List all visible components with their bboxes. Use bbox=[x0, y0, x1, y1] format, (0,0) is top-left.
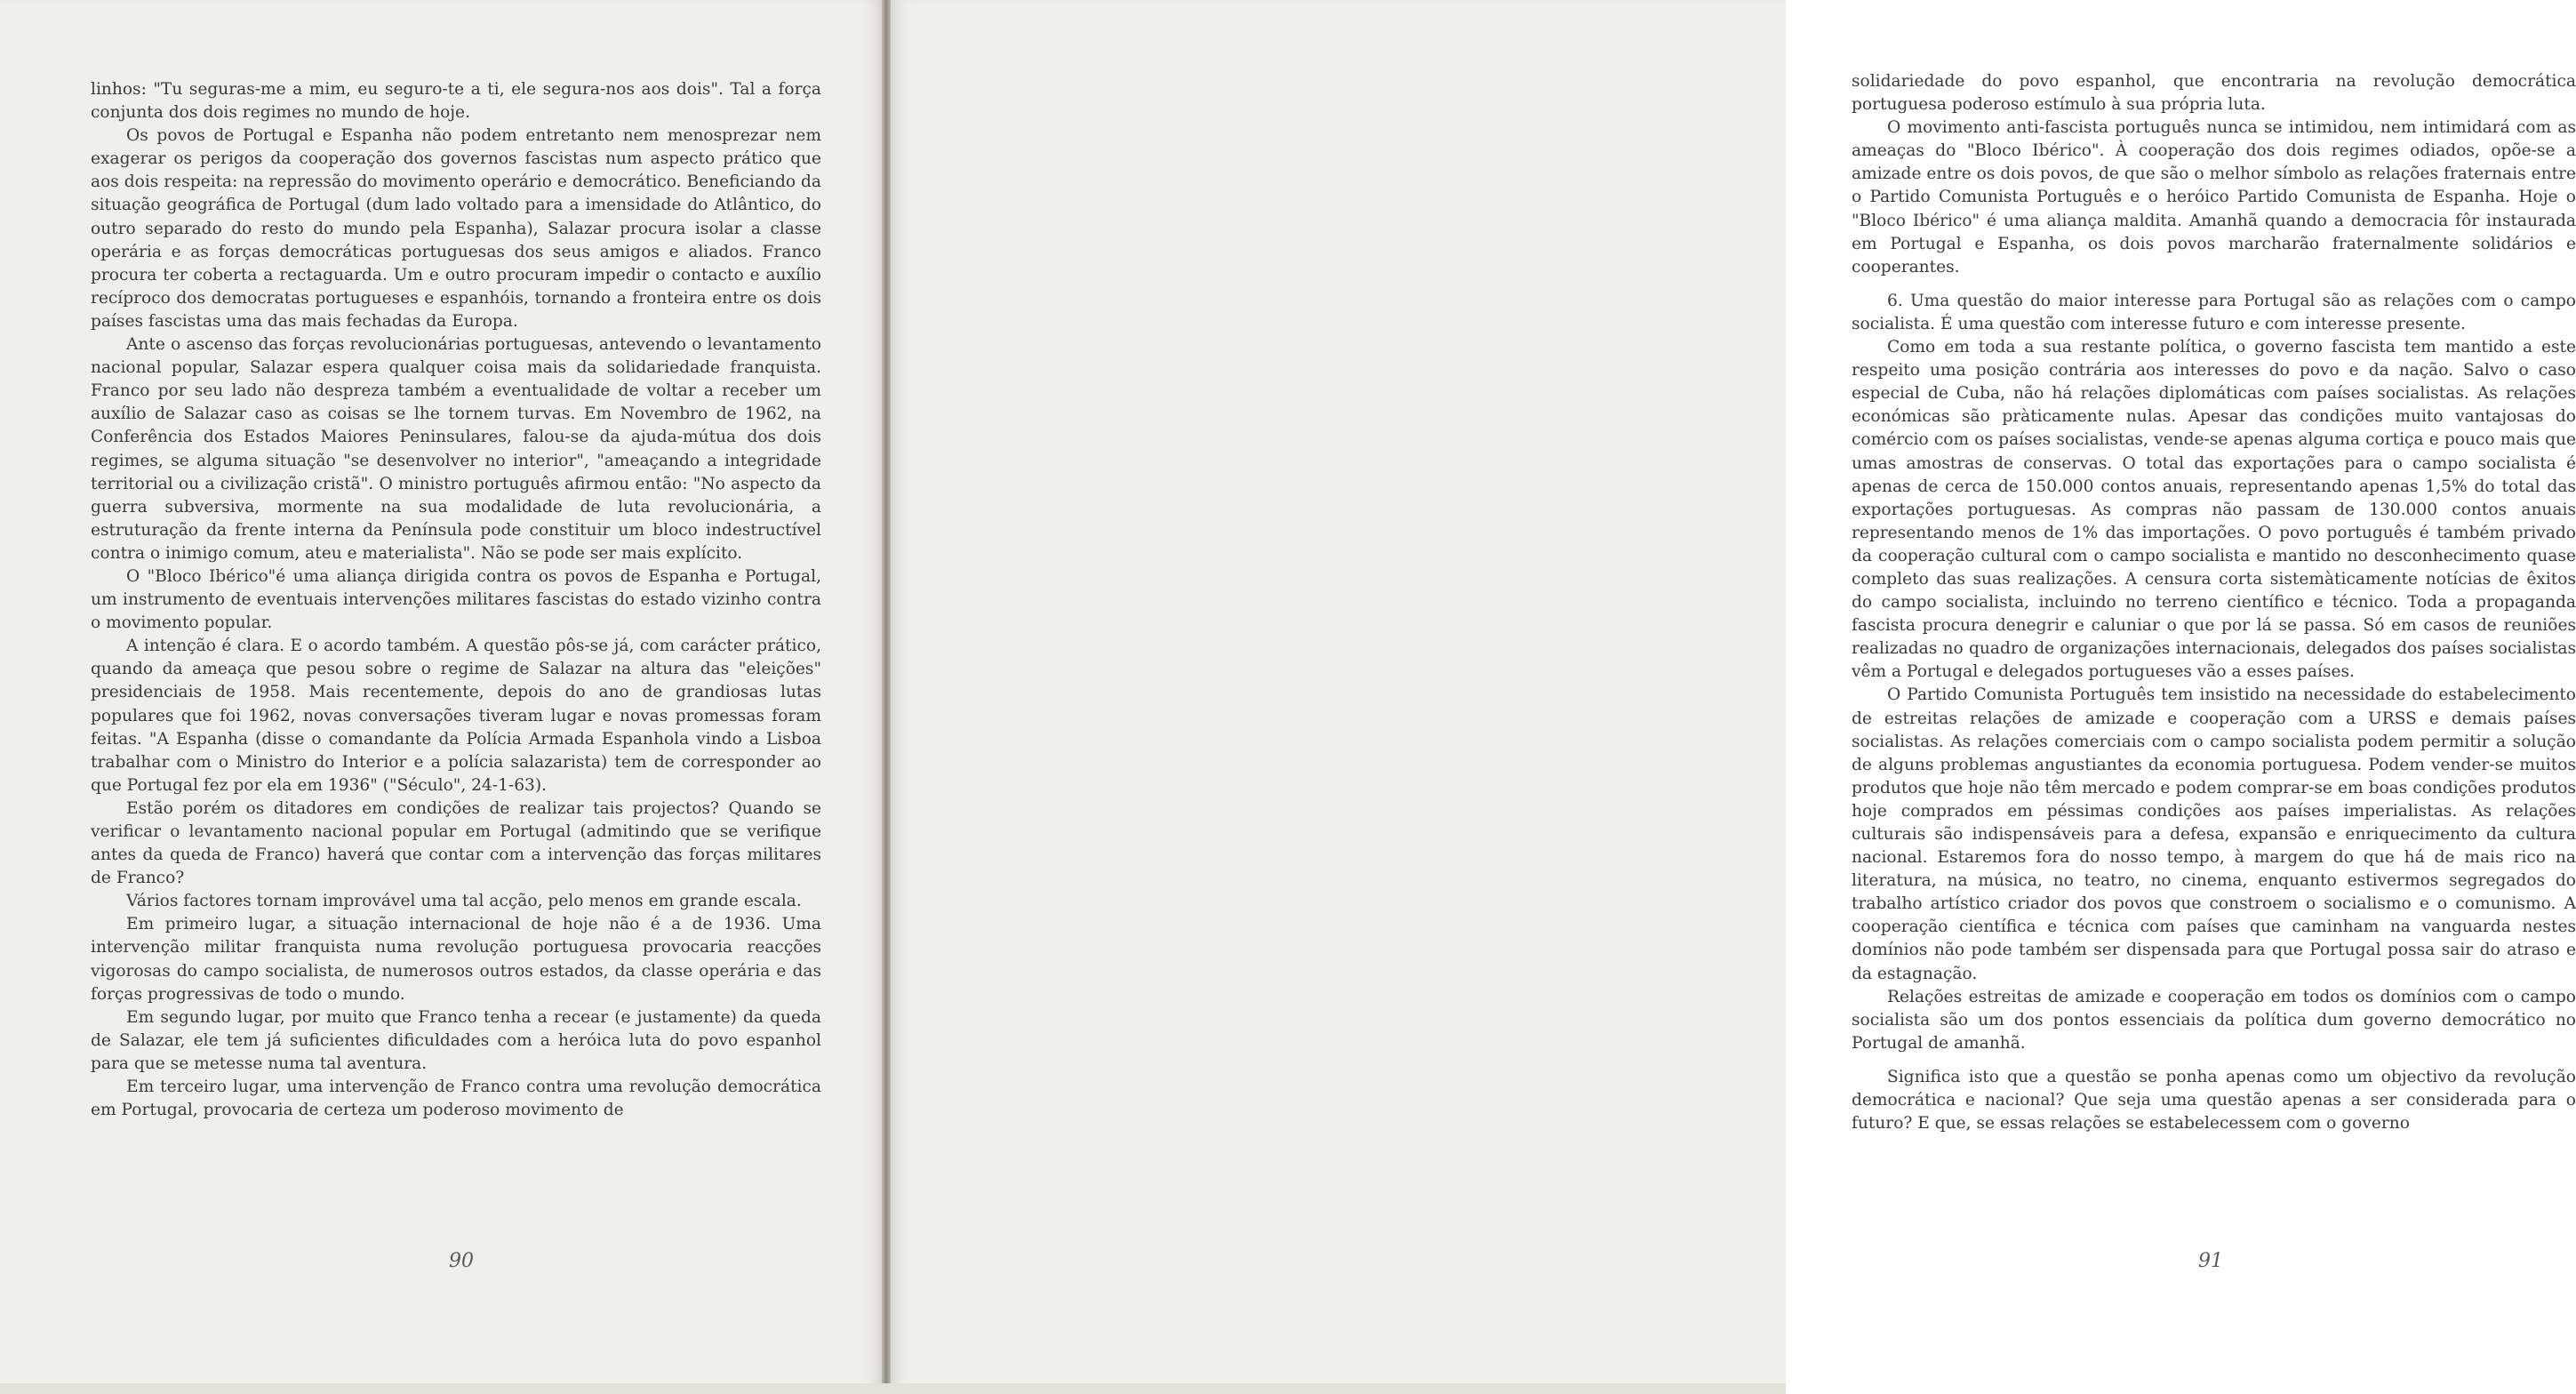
left-paragraph-9: Em segundo lugar, por muito que Franco tenha a recear (e justamente) da queda de Salazar, ele tem já suficientes dificuldades com a heróica luta do povo espanhol para que se metesse numa tal aventura. bbox=[91, 1007, 821, 1073]
left-paragraph-10: Em terceiro lugar, uma intervenção de Franco contra uma revolução democrática em Portugal, provocaria de certeza um poderoso movimento de bbox=[91, 1078, 821, 1120]
left-paragraph-3: Ante o ascenso das forças revolucionárias portuguesas, antevendo o levantamento nacional popular, Salazar espera qualquer coisa mais da solidariedade franquista. Franco por seu lado não despreza também a eventualidade de voltar a receber um auxílio de Salazar caso as coisas se lhe tornem turvas. Em Novembro de 1962, na Conferência dos Estados Maiores Peninsulares, falou-se da ajuda-mútua dos dois regimes, se alguma situação "se desenvolver no interior", "ameaçando a integridade territorial ou a civilização cristã". O ministro português afirmou então: "No aspecto da guerra subversiva, mormente na sua modalidade de luta revolucionária, a estruturação da frente interna da Península pode constituir um bloco indestructível contra o inimigo comum, ateu e materialista". Não se pode ser mais explícito. bbox=[91, 335, 821, 563]
left-paragraph-7: Vários factores tornam improvável uma tal acção, pelo menos em grande escala. bbox=[126, 892, 802, 911]
right-paragraph-4: Como em toda a sua restante política, o governo fascista tem mantido a este respeito uma posição contrária aos interesses do povo e da nação. Salvo o caso especial de Cuba, não há relações diplomáticas com países socialistas. As relações económicas são pràticamente nulas. Apesar das condições muito vantajosas do comércio com os países socialistas, vende-se apenas alguma cortiça e pouco mais que umas amostras de conservas. O total das exportações para o campo socialista é apenas de cerca de 150.000 contos anuais, representando apenas 1,5% do total das exportações portuguesas. As compras não passam de 130.000 contos anuais representando menos de 1% das importações. O povo português é também privado da cooperação cultural com o campo socialista e mantido no desconhecimento quase completo das suas realizações. A censura corta sistemàticamente notícias de êxitos do campo socialista, incluindo no terreno científico e técnico. Toda a propaganda fascista procura denegrir e caluniar o que por lá se passa. Só em casos de reuniões realizadas no quadro de organizações internacionais, delegados dos países socialistas vêm a Portugal e delegados portugueses vão a esses países. bbox=[1852, 338, 2576, 682]
book-gutter bbox=[882, 0, 891, 1394]
left-paragraph-1: linhos: "Tu seguras-me a mim, eu seguro-te a ti, ele segura-nos aos dois". Tal a força conjunta dos dois regimes no mundo de hoje. bbox=[91, 80, 821, 123]
page-bottom-edge bbox=[0, 1383, 1786, 1394]
right-page-text bbox=[1852, 70, 2576, 1135]
left-paragraph-8: Em primeiro lugar, a situação internacional de hoje não é a de 1936. Uma intervenção militar franquista numa revolução portuguesa provocaria reacções vigorosas do campo socialista, de numerosos outros estados, da classe operária e das forças progressivas de todo o mundo. bbox=[91, 915, 821, 1004]
right-paragraph-5: O Partido Comunista Português tem insistido na necessidade do estabelecimento de estreitas relações de amizade e cooperação com a URSS e demais países socialistas. As relações comerciais com o campo socialista podem permitir a solução de alguns problemas angustiantes da economia portuguesa. Podem vender-se muitos produtos que hoje não têm mercado e podem comprar-se em boas condições produtos hoje comprados em péssimas condições aos países imperialistas. As relações culturais são indispensáveis para a defesa, expansão e enriquecimento da cultura nacional. Estaremos fora do nosso tempo, à margem do que há de mais rico na literatura, na música, no teatro, no cinema, enquanto estivermos segregados do trabalho artístico criador dos povos que constroem o socialismo e o comunismo. A cooperação científica e técnica com países que caminham na vanguarda nestes domínios não pode também ser dispensada para que Portugal possa sair do atraso e da estagnação. bbox=[1852, 685, 2576, 983]
right-page-number: 91 bbox=[2198, 1250, 2223, 1272]
left-page-number: 90 bbox=[449, 1250, 474, 1272]
right-paragraph-3: 6. Uma questão do maior interesse para Portugal são as relações com o campo socialista. É uma questão com interesse futuro e com interesse presente. bbox=[1852, 291, 2576, 333]
left-paragraph-6: Estão porém os ditadores em condições de realizar tais projectos? Quando se verificar o levantamento nacional popular em Portugal (admitindo que se verifique antes da queda de Franco) haverá que contar com a intervenção das forças militares de Franco? bbox=[91, 798, 821, 888]
right-paragraph-1: solidariedade do povo espanhol, que encontraria na revolução democrática portuguesa poderoso estímulo à sua própria luta. bbox=[1852, 72, 2576, 115]
left-paragraph-4: O "Bloco Ibérico"é uma aliança dirigida contra os povos de Espanha e Portugal, um instrumento de eventuais intervenções militares fascistas do estado vizinho contra o movimento popular. bbox=[91, 566, 821, 633]
right-page bbox=[889, 0, 2576, 1394]
right-paragraph-7: Significa isto que a questão se ponha apenas como um objectivo da revolução democrática e nacional? Que seja uma questão apenas a ser considerada para o futuro? E que, se essas relações se estabelecessem com o governo bbox=[1852, 1067, 2576, 1134]
right-paragraph-2: O movimento anti-fascista português nunca se intimidou, nem intimidará com as ameaças do "Bloco Ibérico". À cooperação dos dois regimes odiados, opõe-se a amizade entre os dois povos, de que são o melhor símbolo as relações fraternais entre o Partido Comunista Português e o heróico Partido Comunista de Espanha. Hoje o "Bloco Ibérico" é uma aliança maldita. Amanhã quando a democracia fôr instaurada em Portugal e Espanha, os dois povos marcharão fraternalmente solidários e cooperantes. bbox=[1852, 118, 2576, 276]
left-paragraph-5: A intenção é clara. E o acordo também. A questão pôs-se já, com carácter prático, quando da ameaça que pesou sobre o regime de Salazar na altura das "eleições" presidenciais de 1958. Mais recentemente, depois do ano de grandiosas lutas populares que foi 1962, novas conversações tiveram lugar e novas promessas foram feitas. "A Espanha (disse o comandante da Polícia Armada Espanhola vindo a Lisboa trabalhar com o Ministro do Interior e a polícia salazarista) tem de corresponder ao que Portugal fez por ela em 1936" ("Século", 24-1-63). bbox=[91, 637, 821, 795]
left-paragraph-2: Os povos de Portugal e Espanha não podem entretanto nem menosprezar nem exagerar os perigos da cooperação dos governos fascistas num aspecto prático que aos dois respeita: na repressão do movimento operário e democrático. Beneficiando da situação geográfica de Portugal (dum lado voltado para a imensidade do Atlântico, do outro separado do resto do mundo pela Espanha), Salazar procura isolar a classe operária e as forças democráticas portuguesas dos seus amigos e aliados. Franco procura ter coberta a rectaguarda. Um e outro procuram impedir o contacto e auxílio recíproco dos democratas portugueses e espanhóis, tornando a fronteira entre os dois países fascistas uma das mais fechadas da Europa. bbox=[91, 126, 821, 331]
right-paragraph-6: Relações estreitas de amizade e cooperação em todos os domínios com o campo socialista são um dos pontos essenciais da política dum governo democrático no Portugal de amanhã. bbox=[1852, 987, 2576, 1053]
left-page bbox=[0, 0, 884, 1394]
left-page-text bbox=[91, 78, 821, 1122]
